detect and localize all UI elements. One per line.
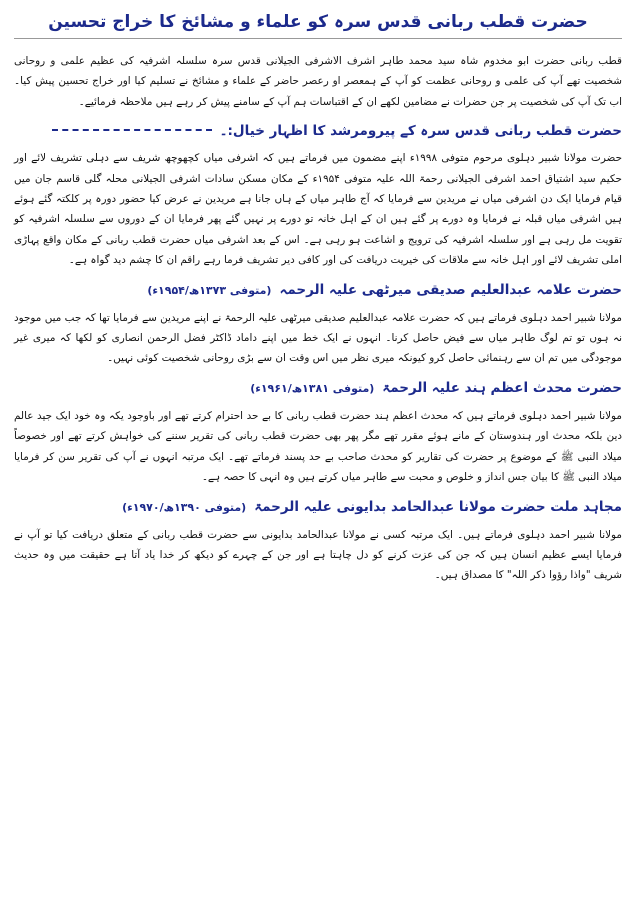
intro-paragraph: قطب ربانی حضرت ابو مخدوم شاہ سید محمد طاہر اشرف الاشرفی الجیلانی قدس سرہ سلسلہ اشرفیہ کی عظیم علمی و روحانی شخصیت تھے آپ کی علمی و روحانی عظمت کو آپ کے ہمعصر او رعصر حاضر کے علماء و مشائخ نے تسلیم کیا اور خراج تحسین پیش کیا۔ اب تک آپ کی شخصیت پر جن حضرات نے مضامین لکھے ان کے اقتباسات ہم آپ کے سامنے پیش کر رہے ہیں ملاحظہ فرمائیے۔ bbox=[14, 55, 622, 108]
heading-divider bbox=[52, 129, 212, 131]
section-heading-pir-o-murshid bbox=[14, 120, 622, 142]
section-heading-muhaddis-e-azam bbox=[14, 377, 622, 400]
document-title: حضرت قطب ربانی قدس سرہ کو علماء و مشائخ کا خراج تحسین bbox=[48, 12, 588, 32]
section-heading-text: حضرت علامہ عبدالعلیم صدیقی میرٹھی علیہ الرحمہ bbox=[279, 281, 622, 298]
section-heading-abdul-hamid bbox=[14, 496, 622, 519]
section-heading-text: حضرت قطب ربانی قدس سرہ کے پیرومرشد کا اظہار خیال:۔ bbox=[219, 123, 622, 140]
section-paragraph: حضرت مولانا شبیر دہلوی مرحوم متوفی ۱۹۹۸ء اپنے مضمون میں فرماتے ہیں کہ اشرفی میاں کچھوچھ شریف سے دہلی تشریف لائے اور حکیم سید اشتیاق احمد اشرفی الجیلانی رحمۃ اللہ علیہ متوفی ۱۹۵۴ء کے مکان مسکن سادات اشرفی الجیلانی محلہ گلی قاسم جان میں قیام فرمایا ایک دن اشرفی میاں نے مریدین سے فرمایا کہ آج طاہر میاں کے ہاں جانا ہے مریدین نے عرض کیا حضور دورہ پر کلکتہ گئے ہوئے ہیں اشرفی میاں قبلہ نے فرمایا وہ دورے پر گئے ہیں ان کے اہل خانہ تو دورے پر نہیں گئے پھر فرمایا ان کے دوروں سے سلسلہ اشرفیہ کو تقویت مل رہی ہے اور سلسلہ اشرفیہ کی ترویج و اشاعت ہو رہی ہے۔ اس کے بعد اشرفی میاں حضرت قطب ربانی کے مکان واقع پہاڑی املی تشریف لائے اور اہل خانہ سے ملاقات کی خیریت دریافت کی اور کافی دیر تشریف فرما رہے راقم ان کا چشم دید گواہ ہے۔ bbox=[14, 152, 622, 267]
section-paragraph: مولانا شبیر احمد دہلوی فرماتے ہیں کہ محدث اعظم ہند حضرت قطب ربانی کا بے حد احترام کرتے تھے اور باوجود یکہ وہ خود ایک جید عالم دین بلکہ محدث اور ہندوستان کے مانے ہوئے مقرر تھے مگر پھر بھی حضرت قطب ربانی کی تقریر سننے کی خواہش کرتے تھے اور خصوصاً میلاد النبی ﷺ کے موضوع پر حضرت کی تقاریر کو محدث صاحب بے حد پسند فرماتے تھے۔ ایک مرتبہ انہوں نے آپ کی تقریر سن کر فرمایا میلاد النبی ﷺ کا بیان جس انداز و خلوص و محبت سے طاہر میاں کرتے ہیں وہ انہی کا حصہ ہے۔ bbox=[14, 409, 622, 484]
section-paragraph: مولانا شبیر احمد دہلوی فرماتے ہیں۔ ایک مرتبہ کسی نے مولانا عبدالحامد بدایونی سے حضرت قطب ربانی کے متعلق دریافت کیا تو آپ نے فرمایا ایسے عظیم انسان ہیں کہ جن کی عزت کرنے کو دل چاہتا ہے اور جن کے چہرے کو دیکھ کر خدا یاد آتا ہے حقیقت میں وہ حدیث شریف "واذا رؤوا ذکر اللہ" کا مصداق ہیں۔ bbox=[14, 528, 622, 582]
section-heading-text: مجاہد ملت حضرت مولانا عبدالحامد بدایونی علیہ الرحمۃ bbox=[254, 498, 622, 515]
section-dates: (متوفی ۱۳۷۳ھ/۱۹۵۴ء) bbox=[147, 283, 272, 297]
section-dates: (متوفی ۱۳۸۱ھ/۱۹۶۱ء) bbox=[250, 381, 375, 395]
section-paragraph: مولانا شبیر احمد دہلوی فرماتے ہیں کہ حضرت علامہ عبدالعلیم صدیقی میرٹھی علیہ الرحمۃ نے اپنے مریدین سے فرمایا تھا کہ جب میں موجود نہ ہوں تو تم لوگ طاہر میاں سے فیض حاصل کرنا۔ انہوں نے ایک خط میں اپنے داماد ڈاکٹر فضل الرحمن انصاری کو لکھا کہ میری غیر موجودگی میں تم ان سے رہنمائی حاصل کرو کیونکہ میری نظر میں اس وقت ان سے بڑی روحانی شخصیت کوئی نہیں۔ bbox=[14, 311, 622, 365]
section-heading-abdul-aleem bbox=[14, 279, 622, 302]
section-heading-text: حضرت محدث اعظم ہند علیہ الرحمۃ bbox=[382, 379, 622, 396]
title-divider bbox=[14, 38, 622, 39]
section-dates: (متوفی ۱۳۹۰ھ/۱۹۷۰ء) bbox=[122, 500, 247, 514]
